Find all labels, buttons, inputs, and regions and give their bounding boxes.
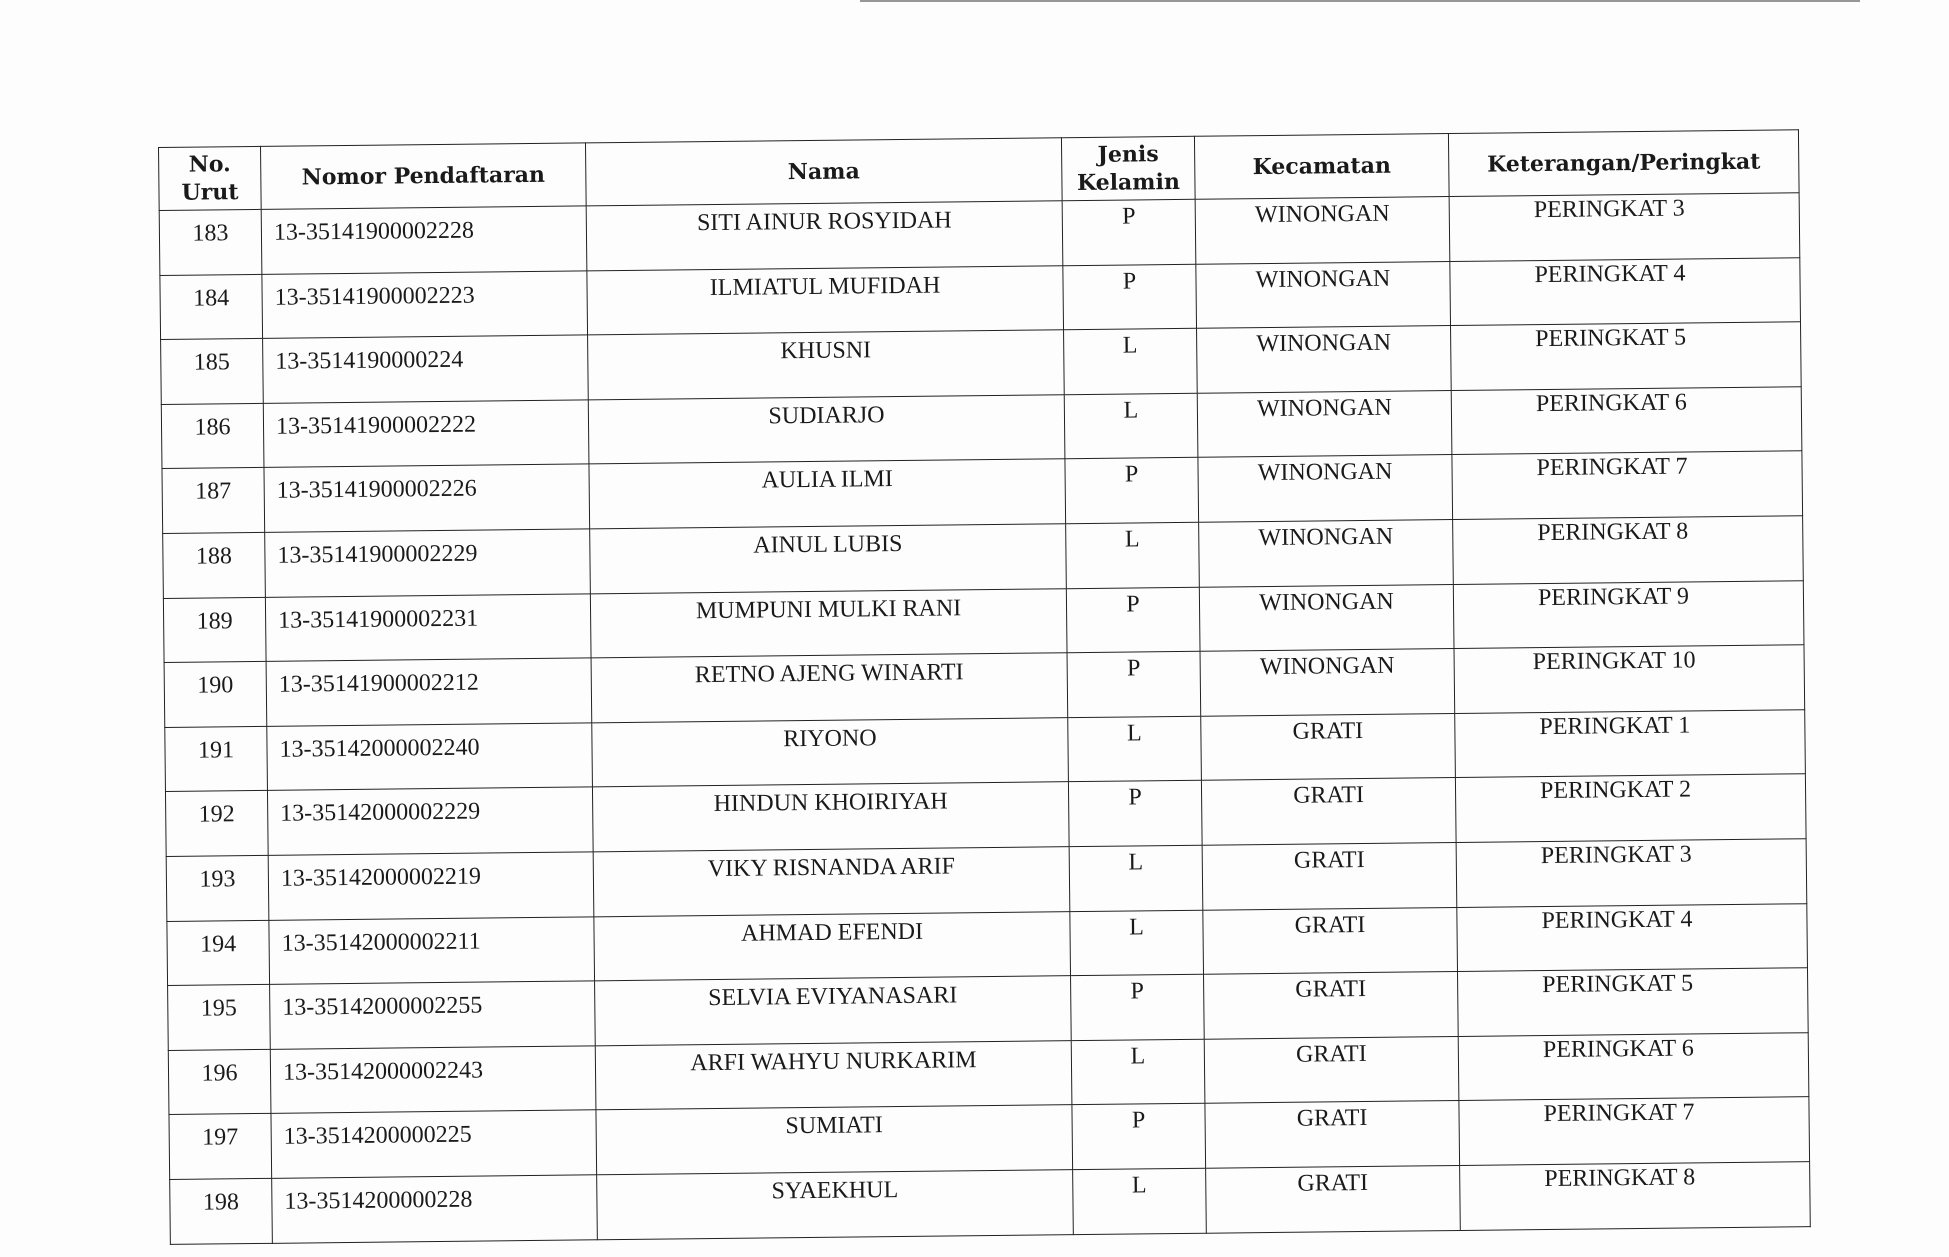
- cell-remarks: PERINGKAT 9: [1453, 580, 1804, 648]
- cell-sex: P: [1065, 458, 1199, 524]
- cell-no: 192: [165, 791, 268, 857]
- cell-sex: L: [1073, 1168, 1207, 1234]
- cell-remarks: PERINGKAT 6: [1458, 1032, 1809, 1100]
- cell-sex: L: [1070, 910, 1204, 976]
- header-no-line2: Urut: [181, 179, 239, 206]
- table-wrapper: [158, 129, 1810, 1244]
- cell-no: 193: [166, 855, 269, 921]
- header-registration-number: Nomor Pendaftaran: [260, 143, 586, 210]
- cell-name: ARFI WAHYU NURKARIM: [595, 1040, 1072, 1110]
- cell-registration-number: 13-3514190000224: [263, 335, 589, 403]
- cell-remarks: PERINGKAT 10: [1454, 645, 1805, 713]
- cell-name: RETNO AJENG WINARTI: [591, 653, 1068, 723]
- header-name: Nama: [585, 138, 1062, 206]
- cell-name: HINDUN KHOIRIYAH: [592, 782, 1069, 852]
- cell-district: GRATI: [1204, 972, 1459, 1039]
- cell-no: 188: [163, 532, 266, 598]
- cell-remarks: PERINGKAT 7: [1459, 1097, 1810, 1165]
- cell-no: 185: [161, 339, 264, 405]
- cell-district: GRATI: [1206, 1165, 1461, 1232]
- cell-no: 187: [162, 468, 265, 534]
- cell-no: 197: [169, 1114, 272, 1180]
- cell-remarks: PERINGKAT 5: [1451, 322, 1802, 390]
- cell-name: KHUSNI: [588, 330, 1065, 400]
- cell-district: WINONGAN: [1197, 326, 1452, 393]
- cell-district: WINONGAN: [1196, 261, 1451, 328]
- cell-registration-number: 13-35141900002212: [266, 658, 592, 726]
- cell-name: MUMPUNI MULKI RANI: [590, 588, 1067, 658]
- cell-no: 186: [161, 403, 264, 469]
- cell-remarks: PERINGKAT 4: [1457, 903, 1808, 971]
- cell-remarks: PERINGKAT 3: [1456, 839, 1807, 907]
- cell-name: SYAEKHUL: [597, 1170, 1074, 1240]
- cell-name: RIYONO: [592, 717, 1069, 787]
- header-sex: [1061, 136, 1195, 200]
- cell-district: GRATI: [1201, 713, 1456, 780]
- cell-district: WINONGAN: [1199, 584, 1454, 651]
- cell-registration-number: 13-3514200000228: [272, 1175, 598, 1243]
- cell-registration-number: 13-35141900002229: [265, 529, 591, 597]
- cell-remarks: PERINGKAT 8: [1460, 1162, 1811, 1230]
- cell-remarks: PERINGKAT 8: [1453, 516, 1804, 584]
- cell-sex: L: [1066, 522, 1200, 588]
- cell-name: VIKY RISNANDA ARIF: [593, 847, 1070, 917]
- cell-registration-number: 13-35142000002240: [267, 723, 593, 791]
- cell-name: SELVIA EVIYANASARI: [595, 976, 1072, 1046]
- cell-sex: P: [1066, 587, 1200, 653]
- cell-sex: L: [1071, 1039, 1205, 1105]
- cell-district: WINONGAN: [1198, 455, 1453, 522]
- header-district: Kecamatan: [1194, 134, 1449, 200]
- cell-registration-number: 13-3514200000225: [271, 1110, 597, 1178]
- cell-registration-number: 13-35142000002229: [267, 787, 593, 855]
- cell-remarks: PERINGKAT 4: [1450, 257, 1801, 325]
- cell-sex: L: [1068, 716, 1202, 782]
- cell-district: GRATI: [1201, 778, 1456, 845]
- cell-remarks: PERINGKAT 5: [1457, 968, 1808, 1036]
- cell-name: AHMAD EFENDI: [594, 911, 1071, 981]
- cell-remarks: PERINGKAT 6: [1451, 387, 1802, 455]
- cell-sex: P: [1068, 781, 1202, 847]
- cell-no: 191: [165, 726, 268, 792]
- cell-district: GRATI: [1204, 1036, 1459, 1103]
- cell-registration-number: 13-35141900002228: [261, 206, 587, 274]
- cell-no: 198: [170, 1178, 273, 1244]
- cell-sex: P: [1071, 974, 1205, 1040]
- participant-table: [158, 129, 1811, 1244]
- cell-district: GRATI: [1202, 842, 1457, 909]
- table-body: [159, 193, 1810, 1244]
- cell-no: 195: [168, 984, 271, 1050]
- cell-no: 189: [163, 597, 266, 663]
- cell-sex: P: [1067, 651, 1201, 717]
- header-sex-line1: Jenis: [1097, 141, 1159, 168]
- cell-registration-number: 13-35142000002211: [269, 916, 595, 984]
- cell-no: 190: [164, 662, 267, 728]
- cell-no: 184: [160, 274, 263, 340]
- cell-district: WINONGAN: [1199, 519, 1454, 586]
- cell-no: 196: [168, 1049, 271, 1115]
- cell-name: SITI AINUR ROSYIDAH: [586, 201, 1063, 271]
- header-remarks: Keterangan/Peringkat: [1448, 130, 1799, 197]
- cell-sex: L: [1064, 393, 1198, 459]
- cell-name: SUDIARJO: [588, 394, 1065, 464]
- cell-name: AULIA ILMI: [589, 459, 1066, 529]
- cell-sex: P: [1062, 199, 1196, 265]
- cell-district: WINONGAN: [1200, 649, 1455, 716]
- cell-sex: L: [1064, 328, 1198, 394]
- header-no: [159, 146, 262, 210]
- cell-district: WINONGAN: [1195, 197, 1450, 264]
- cell-sex: L: [1069, 845, 1203, 911]
- cell-remarks: PERINGKAT 7: [1452, 451, 1803, 519]
- cell-name: AINUL LUBIS: [590, 524, 1067, 594]
- cell-sex: P: [1063, 264, 1197, 330]
- cell-registration-number: 13-35141900002222: [263, 400, 589, 468]
- cell-no: 194: [167, 920, 270, 986]
- header-no-line1: No.: [188, 151, 231, 178]
- cell-name: ILMIATUL MUFIDAH: [587, 265, 1064, 335]
- header-sex-line2: Kelamin: [1076, 168, 1181, 197]
- cell-name: SUMIATI: [596, 1105, 1073, 1175]
- cell-registration-number: 13-35142000002255: [270, 981, 596, 1049]
- cell-district: GRATI: [1205, 1101, 1460, 1168]
- cell-remarks: PERINGKAT 2: [1455, 774, 1806, 842]
- cell-registration-number: 13-35141900002223: [262, 270, 588, 338]
- cell-registration-number: 13-35141900002231: [265, 593, 591, 661]
- cell-no: 183: [159, 209, 262, 275]
- cell-sex: P: [1072, 1104, 1206, 1170]
- cell-registration-number: 13-35141900002226: [264, 464, 590, 532]
- cell-registration-number: 13-35142000002219: [268, 852, 594, 920]
- cell-district: GRATI: [1203, 907, 1458, 974]
- cell-district: WINONGAN: [1197, 390, 1452, 457]
- scan-edge-line: [860, 0, 1860, 2]
- cell-registration-number: 13-35142000002243: [270, 1046, 596, 1114]
- cell-remarks: PERINGKAT 1: [1455, 709, 1806, 777]
- cell-remarks: PERINGKAT 3: [1449, 193, 1800, 261]
